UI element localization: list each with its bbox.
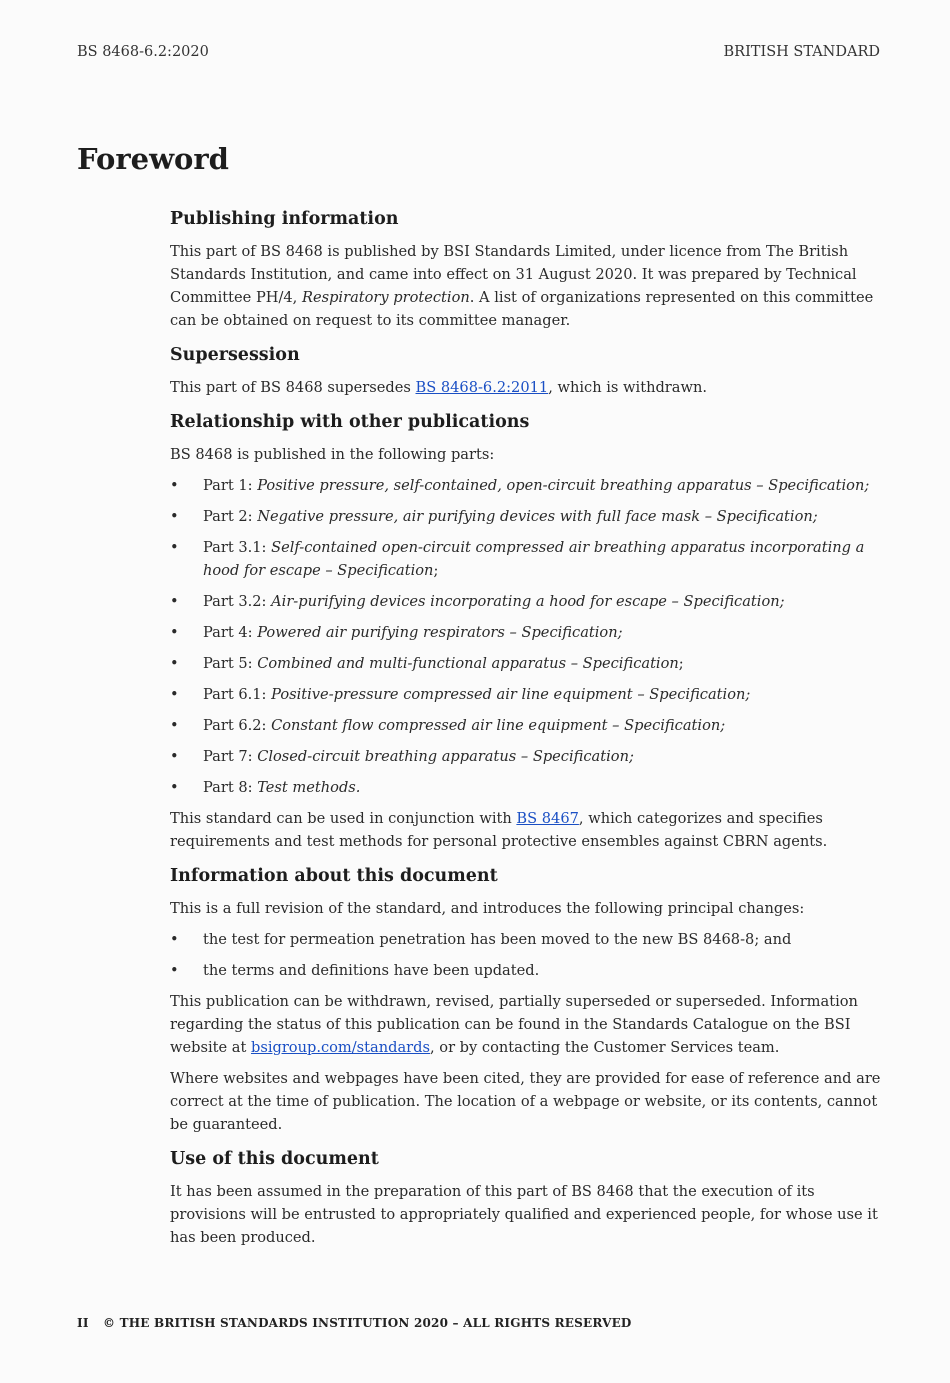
supersession-section: [170, 342, 882, 399]
bullet-icon: •: [170, 477, 179, 494]
part-tail: ;: [433, 562, 439, 579]
status-text-b: , or by contacting the Customer Services team.: [430, 1039, 780, 1056]
list-item: [170, 505, 882, 528]
bullet-icon: •: [170, 539, 179, 556]
part-label: Part 8:: [203, 779, 258, 796]
part-title: Air-purifying devices incorporating a hood for escape – Specification;: [271, 593, 785, 610]
part-title: Negative pressure, air purifying devices with full face mask – Specification;: [257, 508, 818, 525]
information-section: [170, 863, 882, 1136]
information-heading: Information about this document: [170, 866, 498, 886]
publishing-text: [170, 240, 882, 332]
bsi-standards-link[interactable]: bsigroup.com/standards: [250, 1039, 430, 1056]
publishing-text-b: . A list of organizations represented on this committee can be obtained on request to its committee manager.: [170, 289, 874, 329]
supersession-text-b: , which is withdrawn.: [548, 379, 708, 396]
change-text: the terms and definitions have been updated.: [203, 962, 540, 979]
page-header: [77, 44, 880, 66]
bullet-icon: •: [170, 593, 179, 610]
list-item: [170, 474, 882, 497]
publishing-text-a: This part of BS 8468 is published by BSI Standards Limited, under licence from The British Standards Institution, and came into effect on 31 August 2020. It was prepared by Technical Committee PH/4,: [170, 243, 857, 306]
relationship-heading: Relationship with other publications: [170, 412, 530, 432]
part-label: Part 5:: [203, 655, 258, 672]
committee-name: Respiratory protection: [301, 289, 470, 306]
part-title: Constant flow compressed air line equipment – Specification;: [271, 717, 726, 734]
page-number: II: [77, 1316, 89, 1330]
relationship-closing: [170, 807, 882, 853]
use-text: It has been assumed in the preparation of this part of BS 8468 that the execution of its provisions will be entrusted to appropriately qualified and experienced people, for whose use it has been produced.: [170, 1183, 878, 1246]
bullet-icon: •: [170, 624, 179, 641]
part-title: Test methods.: [257, 779, 361, 796]
part-label: Part 2:: [203, 508, 258, 525]
part-title: Self-contained open-circuit compressed air breathing apparatus incorporating a hood for escape – Specification: [203, 539, 865, 579]
bs-8467-link[interactable]: BS 8467: [516, 810, 579, 827]
page-footer: [77, 1316, 632, 1330]
closing-text-a: This standard can be used in conjunction with: [170, 810, 517, 827]
relationship-intro: BS 8468 is published in the following parts:: [170, 446, 495, 463]
websites-text: Where websites and webpages have been cited, they are provided for ease of reference and are correct at the time of publication. The location of a webpage or website, or its contents, cannot be guaranteed.: [170, 1070, 881, 1133]
changes-list: [170, 928, 882, 982]
part-title: Positive-pressure compressed air line equipment – Specification;: [271, 686, 751, 703]
list-item: [170, 683, 882, 706]
publishing-section: [170, 206, 882, 332]
part-title: Positive pressure, self-contained, open-circuit breathing apparatus – Specification;: [257, 477, 870, 494]
bullet-icon: •: [170, 748, 179, 765]
part-label: Part 1:: [203, 477, 258, 494]
change-text: the test for permeation penetration has been moved to the new BS 8468-8; and: [203, 931, 792, 948]
list-item: [170, 621, 882, 644]
part-title: Combined and multi-functional apparatus – Specification: [257, 655, 679, 672]
use-heading: Use of this document: [170, 1149, 379, 1169]
publishing-heading: Publishing information: [170, 209, 399, 229]
closing-text-b: , which categorizes and specifies requirements and test methods for personal protective ensembles against CBRN agents.: [170, 810, 828, 850]
part-label: Part 6.1:: [203, 686, 272, 703]
part-label: Part 6.2:: [203, 717, 272, 734]
use-section: [170, 1146, 882, 1249]
list-item: [170, 652, 882, 675]
page-title: Foreword: [77, 142, 229, 176]
copyright-notice: © THE BRITISH STANDARDS INSTITUTION 2020 – ALL RIGHTS RESERVED: [103, 1316, 632, 1330]
bullet-icon: •: [170, 655, 179, 672]
bullet-icon: •: [170, 686, 179, 703]
bullet-icon: •: [170, 717, 179, 734]
relationship-section: [170, 409, 882, 853]
part-title: Closed-circuit breathing apparatus – Specification;: [257, 748, 634, 765]
parts-list: [170, 474, 882, 799]
bullet-icon: •: [170, 962, 179, 979]
list-item: [170, 959, 882, 982]
part-label: Part 7:: [203, 748, 258, 765]
foreword-content: [170, 206, 882, 1259]
list-item: [170, 714, 882, 737]
bullet-icon: •: [170, 931, 179, 948]
supersession-heading: Supersession: [170, 345, 300, 365]
bullet-icon: •: [170, 508, 179, 525]
status-text: [170, 990, 882, 1059]
supersession-text-a: This part of BS 8468 supersedes: [170, 379, 416, 396]
information-intro: This is a full revision of the standard, and introduces the following principal changes:: [170, 900, 805, 917]
list-item: [170, 745, 882, 768]
supersession-text: [170, 376, 882, 399]
list-item: [170, 928, 882, 951]
standard-label: BRITISH STANDARD: [723, 44, 880, 60]
bullet-icon: •: [170, 779, 179, 796]
part-tail: ;: [678, 655, 684, 672]
part-label: Part 3.1:: [203, 539, 272, 556]
list-item: [170, 536, 882, 582]
part-label: Part 3.2:: [203, 593, 272, 610]
status-text-a: This publication can be withdrawn, revised, partially superseded or superseded. Information regarding the status of this publication can be found in the Standards Catalogue on the BSI website at: [170, 993, 858, 1056]
part-title: Powered air purifying respirators – Specification;: [257, 624, 623, 641]
list-item: [170, 590, 882, 613]
part-label: Part 4:: [203, 624, 258, 641]
document-id: BS 8468-6.2:2020: [77, 44, 209, 60]
list-item: [170, 776, 882, 799]
superseded-standard-link[interactable]: BS 8468-6.2:2011: [415, 379, 549, 396]
